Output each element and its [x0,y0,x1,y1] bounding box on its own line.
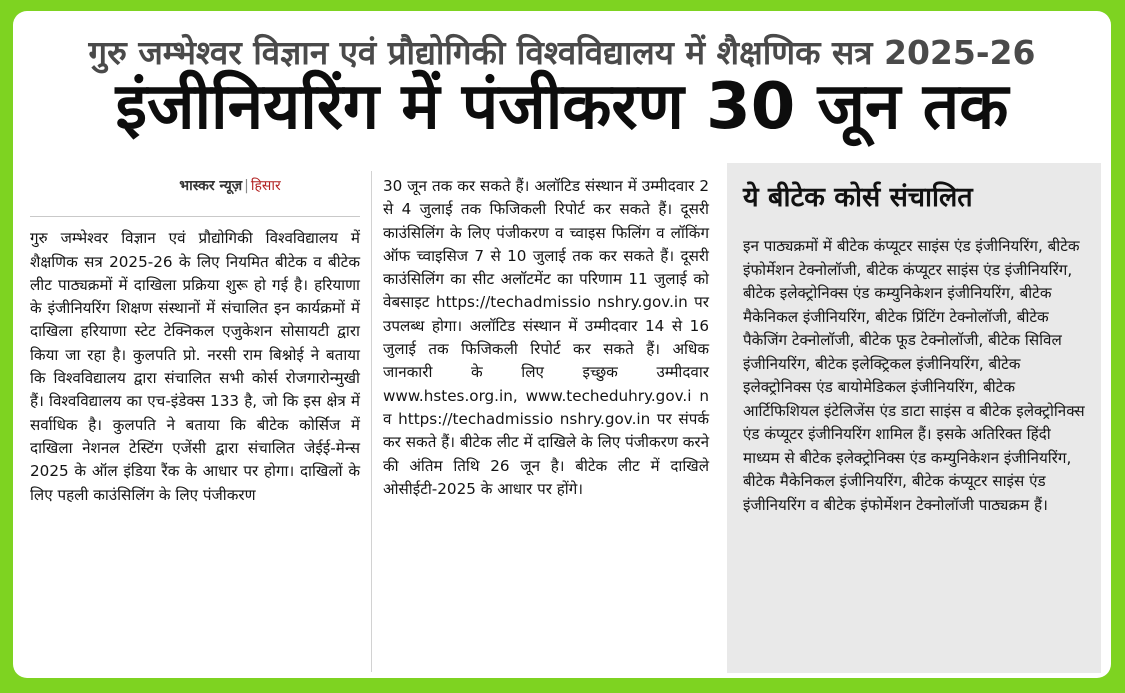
courses-sidebar [727,163,1101,673]
column-2-text: 30 जून तक कर सकते हैं। अलॉटिड संस्थान में उम्मीदवार 2 से 4 जुलाई तक फिजिकली रिपोर्ट कर सकते हैं। दूसरी काउंसिलिंग के लिए पंजीकरण व च्वाइस फिलिंग व लॉकिंग ऑफ च्वाइसिज 7 से 10 जुलाई तक कर सकते हैं। दूसरी काउंसिलिंग का सीट अलॉटमेंट का परिणाम 11 जुलाई को वेबसाइट https://techadmissio nshry.gov.in पर उपलब्ध होगा। अलॉटिड संस्थान में उम्मीदवार 14 से 16 जुलाई तक फिजिकली रिपोर्ट कर सकते हैं। अधिक जानकारी के लिए इच्छुक उम्मीदवार www.hstes.org.in, www.techeduhry.gov.i n व https://techadmissio nshry.gov.in पर संपर्क कर सकते हैं। बीटेक लीट में दाखिले के लिए पंजीकरण करने की अंतिम तिथि 26 जून है। बीटेक लीट में दाखिले ओसीईटी-2025 के आधार पर होंगे। [383,177,709,498]
byline-source: भास्कर न्यूज़ [179,178,243,194]
kicker-line: गुरु जम्भेश्वर विज्ञान एवं प्रौद्योगिकी विश्वविद्यालय में शैक्षणिक सत्र 2025-26 [88,33,1036,72]
column-divider [371,171,372,672]
article-column-2 [383,175,709,501]
column-1-text: गुरु जम्भेश्वर विज्ञान एवं प्रौद्योगिकी विश्वविद्यालय में शैक्षणिक सत्र 2025-26 के लिए नियमित बीटेक व बीटेक लीट पाठ्यक्रमों में दाखिला प्रक्रिया शुरू हो गई है। हरियाणा के इंजीनियरिंग शिक्षण संस्थानों में संचालित इन कार्यक्रमों में दाखिला हरियाणा स्टेट टेक्निकल एजुकेशन सोसायटी द्वारा किया जा रहा है। कुलपति प्रो. नरसी राम बिश्नोई ने बताया कि विश्वविद्यालय द्वारा संचालित सभी कोर्स रोजगारोन्मुखी हैं। विश्वविद्यालय का एच-इंडेक्स 133 है, जो कि इस क्षेत्र में सर्वाधिक है। कुलपति ने बताया कि बीटेक कोर्सिज में दाखिला नेशनल टेस्टिंग एजेंसी द्वारा संचालित जेईई-मेन्स 2025 के ऑल इंडिया रैंक के आधार पर होगा। दाखिलों के लिए पहली काउंसिलिंग के लिए पंजीकरण [30,229,360,504]
sidebar-title: ये बीटेक कोर्स संचालित [743,182,973,213]
byline-rule [30,216,360,217]
sidebar-text: इन पाठ्यक्रमों में बीटेक कंप्यूटर साइंस एंड इंजीनियरिंग, बीटेक इंफोर्मेशन टेक्नोलॉजी, बीटेक कंप्यूटर साइंस एंड इंजीनियरिंग, बीटेक इलेक्ट्रोनिक्स एंड कम्युनिकेशन इंजीनियरिंग, बीटेक मैकेनिकल इंजीनियरिंग, बीटेक प्रिंटिंग टेक्नोलॉजी, बीटेक पैकेजिंग टेक्नोलॉजी, बीटेक फूड टेक्नोलॉजी, बीटेक सिविल इंजीनियरिंग, बीटेक इलेक्ट्रिकल इंजीनियरिंग, बीटेक इलेक्ट्रोनिक्स एंड बायोमेडिकल इंजीनियरिंग, बीटेक आर्टिफिशियल इंटेलिजेंस एंड डाटा साइंस व बीटेक इलेक्ट्रोनिक्स एंड कंप्यूटर इंजीनियरिंग शामिल हैं। इसके अतिरिक्त हिंदी माध्यम से बीटेक इलेक्ट्रोनिक्स एंड कम्युनिकेशन इंजीनियरिंग, बीटेक मैकेनिकल इंजीनियरिंग, बीटेक कंप्यूटर साइंस एंड इंजीनियरिंग व बीटेक इंफोर्मेशन टेक्नोलॉजी पाठ्यक्रम हैं। [743,237,1085,514]
article-column-1 [30,173,360,507]
byline-place: हिसार [250,178,281,194]
byline [30,175,360,198]
newspaper-clipping [13,11,1111,678]
byline-separator: | [244,178,249,194]
headline: इंजीनियरिंग में पंजीकरण 30 जून तक [115,70,1009,144]
